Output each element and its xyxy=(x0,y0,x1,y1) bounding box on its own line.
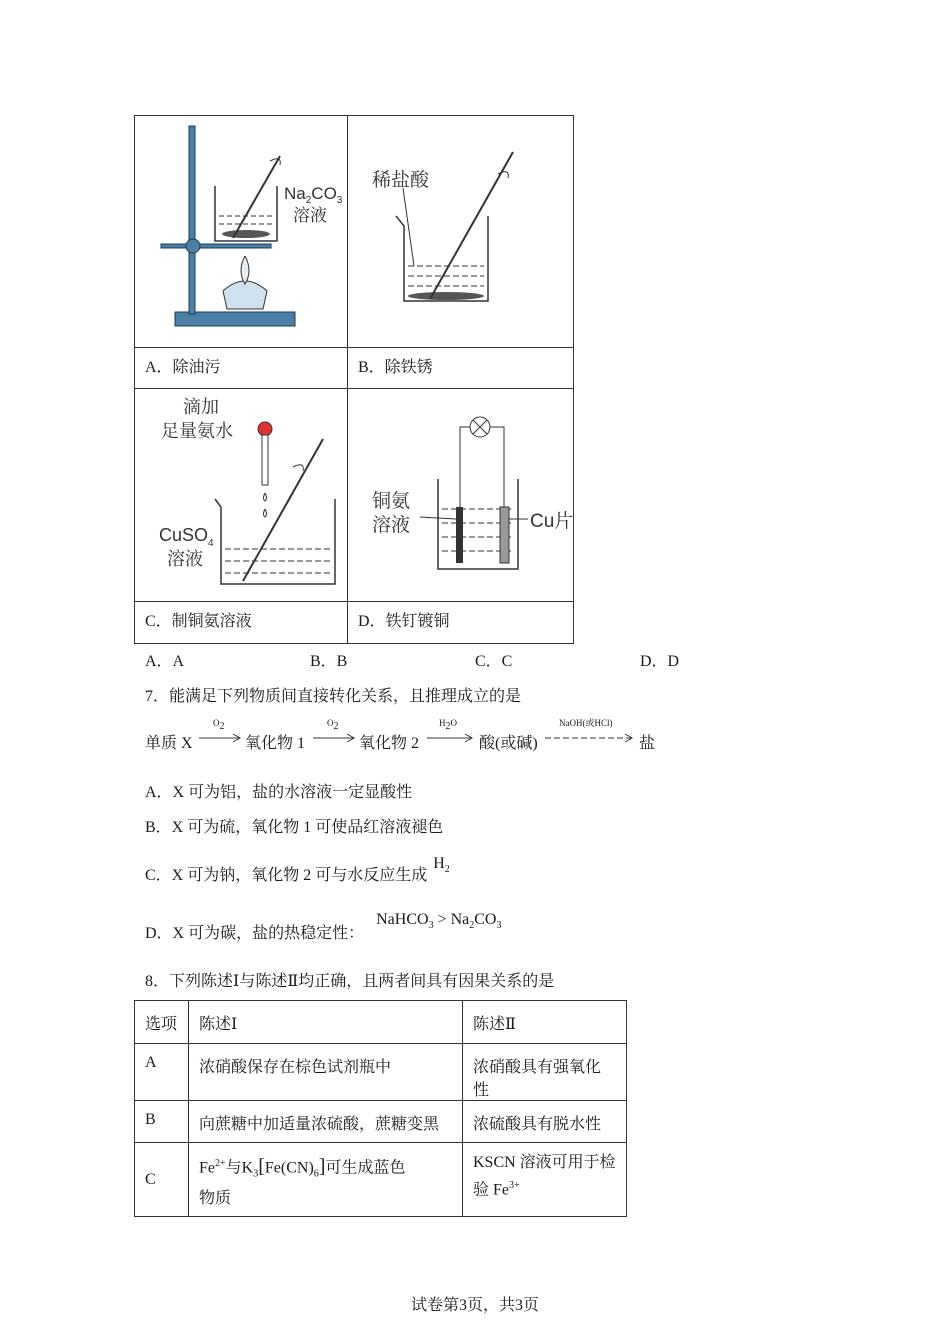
row-b-statement-2: 浓硫酸具有脱水性 xyxy=(463,1101,627,1143)
row-b-option: B xyxy=(135,1101,189,1143)
table-row[interactable] xyxy=(135,1101,627,1143)
chain-element-x: 单质 X xyxy=(145,735,193,752)
figure-label-a: A．除油污 xyxy=(134,347,348,389)
row-c-statement-1: $Fe^{2+}$与$K_3[Fe(CN)_6]$可生成蓝色 物质 xyxy=(189,1143,463,1217)
row-a-option: A xyxy=(135,1044,189,1101)
q7-option-c[interactable] xyxy=(145,854,450,894)
b-acid-label: 稀盐酸 xyxy=(372,170,430,191)
q7-option-a[interactable]: A．X 可为铝，盐的水溶液一定显酸性 xyxy=(145,784,413,801)
q6-option-d[interactable]: D．D xyxy=(640,653,680,670)
row-a-statement-1: 浓硝酸保存在棕色试剂瓶中 xyxy=(189,1044,463,1101)
page-footer: 试卷第3页，共3页 xyxy=(410,1297,539,1314)
arrow-h2o-label: $H_2O$ xyxy=(439,718,457,732)
figure-label-b: B．除铁锈 xyxy=(347,347,574,389)
arrow-o2-second-label: $O_2$ xyxy=(327,718,339,732)
chain-salt: 盐 xyxy=(639,735,656,752)
chain-oxide-2: 氧化物 2 xyxy=(359,735,420,752)
c-drop-line2: 足量氨水 xyxy=(161,421,233,441)
q7-stem: 7．能满足下列物质间直接转化关系，且推理成立的是 xyxy=(145,688,522,705)
q7-option-b[interactable]: B．X 可为硫，氧化物 1 可使品红溶液褪色 xyxy=(145,819,444,836)
q6-option-a[interactable]: A．A xyxy=(145,653,185,670)
figure-cell-d xyxy=(347,388,574,602)
row-c-statement-2: KSCN 溶液可用于检 验 $Fe^{3+}$ xyxy=(463,1143,627,1217)
c-cuso4-label: CuSO$_4$ xyxy=(159,525,214,549)
rust-removal-illustration xyxy=(348,116,573,347)
figure-label-d: D．铁钉镀铜 xyxy=(347,601,574,644)
q7-option-c-h2: $H_2$ xyxy=(433,855,450,876)
table-header-row xyxy=(135,1001,627,1044)
figure-cell-b xyxy=(347,115,574,348)
q6-option-b[interactable]: B．B xyxy=(310,653,348,670)
copper-plating-illustration xyxy=(348,389,573,601)
arrow-o2-first-label: $O_2$ xyxy=(213,718,225,732)
q7-option-c-text: C．X 可为钠，氧化物 2 可与水反应生成 xyxy=(145,867,428,884)
figure-cell-c xyxy=(134,388,348,602)
row-a-statement-2: 浓硝酸具有强氧化性 xyxy=(463,1044,627,1101)
q8-stem: 8．下列陈述Ⅰ与陈述Ⅱ均正确，且两者间具有因果关系的是 xyxy=(145,973,555,990)
row-c-option: C xyxy=(135,1143,189,1217)
q8-table xyxy=(134,1000,627,1217)
row-b-statement-1: 向蔗糖中加适量浓硫酸，蔗糖变黑 xyxy=(189,1101,463,1143)
table-row[interactable] xyxy=(135,1044,627,1101)
degreasing-apparatus-illustration xyxy=(135,116,347,347)
figure-label-c: C．制铜氨溶液 xyxy=(134,601,348,644)
arrow-naoh-hcl-label: NaOH(或HCl) xyxy=(559,718,613,728)
header-option: 选项 xyxy=(135,1001,189,1044)
a-formula: $Na_2CO_3$ xyxy=(284,184,343,206)
header-statement-1: 陈述Ⅰ xyxy=(189,1001,463,1044)
q6-option-c[interactable]: C．C xyxy=(475,653,513,670)
d-cu-ammonia-line2: 溶液 xyxy=(372,515,411,536)
figure-cell-a xyxy=(134,115,348,348)
q7-option-d-formula: NaHCO$_3$ > $Na_2CO_3$ xyxy=(376,911,502,932)
chain-acid-base: 酸(或碱) xyxy=(479,735,538,752)
q7-conversion-chain xyxy=(145,714,665,754)
header-statement-2: 陈述Ⅱ xyxy=(463,1001,627,1044)
d-cu-ammonia-line1: 铜氨 xyxy=(372,491,411,512)
chain-oxide-1: 氧化物 1 xyxy=(245,735,306,752)
q7-option-d-text: D．X 可为碳，盐的热稳定性： xyxy=(145,925,365,942)
table-row[interactable] xyxy=(135,1143,627,1217)
c-solution-label: 溶液 xyxy=(167,549,203,569)
c-drop-line1: 滴加 xyxy=(183,397,219,417)
d-cu-piece-label: Cu片 xyxy=(530,511,573,532)
copper-ammonia-illustration xyxy=(135,389,347,601)
a-solution-label: 溶液 xyxy=(293,206,327,225)
q7-option-d[interactable] xyxy=(145,902,501,942)
